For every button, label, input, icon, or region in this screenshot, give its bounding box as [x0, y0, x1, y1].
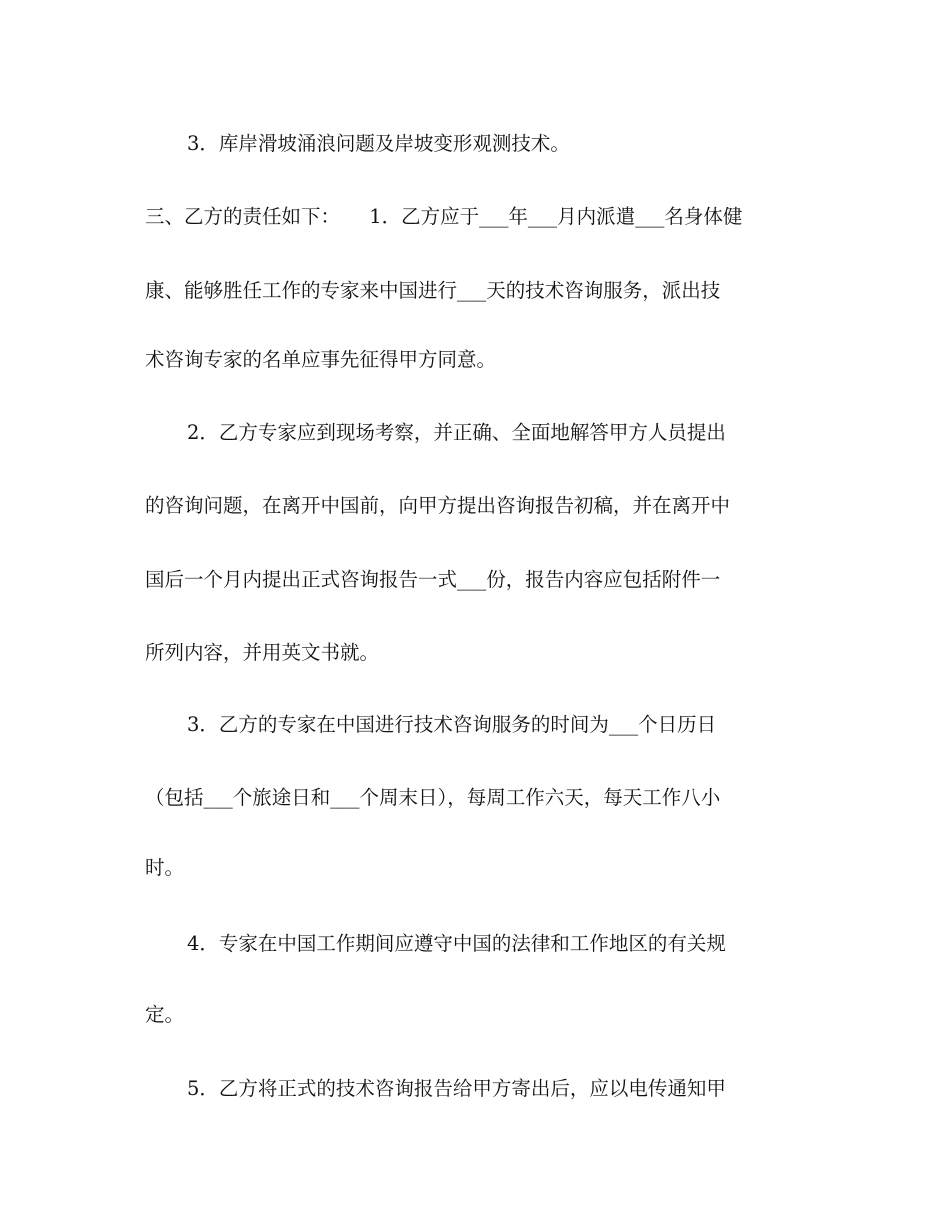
text-line: 三、乙方的责任如下： 1．乙方应于___年___月内派遣___名身体健: [145, 205, 743, 228]
text-line: 所列内容，并用英文书就。: [145, 641, 380, 664]
text-line: 4．专家在中国工作期间应遵守中国的法律和工作地区的有关规: [187, 932, 726, 955]
text-line: （包括___个旅途日和___个周末日），每周工作六天，每天工作八小: [145, 786, 721, 809]
text-line: 时。: [145, 856, 185, 879]
text-line: 国后一个月内提出正式咨询报告一式___份，报告内容应包括附件一: [145, 568, 721, 591]
text-line: 3．乙方的专家在中国进行技术咨询服务的时间为___个日历日: [187, 713, 717, 736]
text-line: 定。: [145, 1003, 185, 1026]
text-line: 3．库岸滑坡涌浪问题及岸坡变形观测技术。: [187, 132, 570, 155]
text-line: 的咨询问题，在离开中国前，向甲方提出咨询报告初稿，并在离开中: [145, 494, 731, 517]
text-line: 5．乙方将正式的技术咨询报告给甲方寄出后，应以电传通知甲: [187, 1077, 726, 1100]
text-line: 术咨询专家的名单应事先征得甲方同意。: [145, 348, 497, 371]
text-line: 2．乙方专家应到现场考察，并正确、全面地解答甲方人员提出: [187, 421, 726, 444]
text-line: 康、能够胜任工作的专家来中国进行___天的技术咨询服务，派出技: [145, 279, 721, 302]
